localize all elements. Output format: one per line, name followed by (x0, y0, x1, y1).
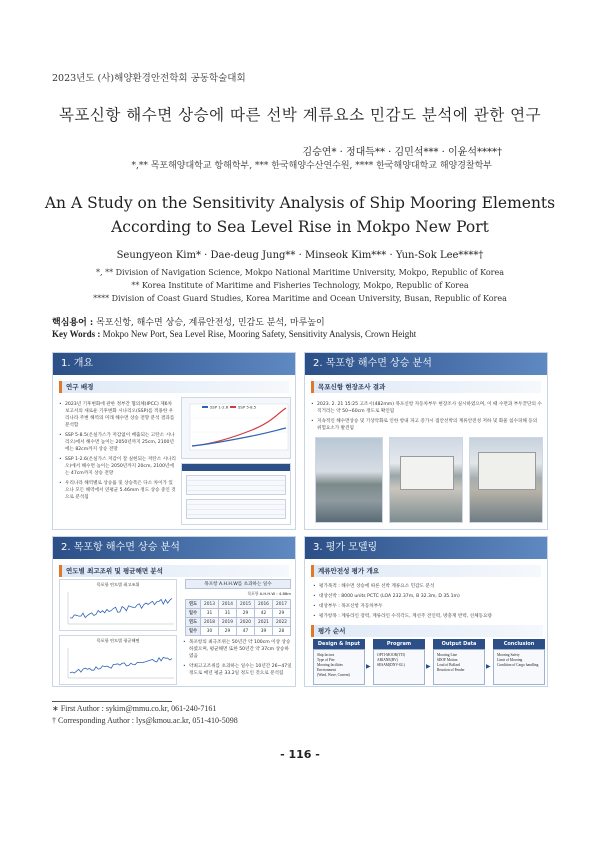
table-cell: 47 (236, 627, 254, 636)
list-item: • 대상선박 : 8000 units PCTC (LOA 232.37m, B 32.3m, D 35.1m) (313, 593, 543, 600)
table-row (186, 618, 291, 627)
page-number: - 116 - (280, 748, 320, 761)
table-header-bar (182, 464, 290, 471)
ahhw-table-note: 목포항 A.H.H.W : 4.86m (247, 591, 291, 596)
list-item: (Wind, Wave, Current) (317, 673, 350, 677)
projection-chart-svg (182, 398, 292, 460)
list-item: SESAM(DNV-GL) (377, 663, 405, 667)
keywords-korean-text: 목포신항, 해수면 상승, 계류안전성, 민감도 분석, 마루높이 (96, 318, 325, 328)
table-cell: 2019 (219, 618, 237, 627)
affiliation-english-1: *, ** Division of Navigation Science, Mokpo National Maritime University, Mokpo, Republic of Korea (96, 268, 504, 277)
list-item: Mooring Safety (497, 653, 520, 657)
table-grid-2 (186, 499, 286, 519)
table-row (186, 609, 291, 618)
table-grid-1 (186, 475, 286, 495)
affiliation-english-3: **** Division of Coast Guard Studies, Korea Maritime and Ocean University, Busan, Republic of Korea (93, 294, 507, 303)
max-tide-chart-title: 목포항 연도별 최고조위 (96, 582, 140, 587)
panel-subtitle: 연도별 최고조위 및 평균해면 분석 (59, 565, 289, 577)
list-item: Reaction of Fender (437, 668, 465, 672)
table-cell: 2013 (201, 600, 219, 609)
affiliation-english (0, 266, 600, 305)
table-cell: 연도 (186, 618, 201, 627)
table-cell: 연도 (186, 600, 201, 609)
footnote-first-author: ∗ First Author : sykim@mmu.co.kr, 061-240-7161 (52, 704, 217, 713)
table-cell: 2015 (236, 600, 254, 609)
ahhw-days-table (185, 599, 291, 636)
panel-title: 1. 개요 (53, 353, 295, 375)
keywords-english-text: Mokpo New Port, Sea Level Rise, Mooring Safety, Sensitivity Analysis, Crown Height (102, 329, 417, 339)
legend-label-ssp585: SSP 5-8.5 (238, 404, 257, 410)
table-cell: 29 (236, 609, 254, 618)
flow-arrow-icon: ▶ (366, 663, 371, 670)
ship-hull-shape (400, 456, 454, 490)
flow-column-program (373, 649, 425, 685)
max-tide-chart (59, 579, 177, 631)
table-cell: 2020 (236, 618, 254, 627)
flow-head-program: Program (373, 639, 425, 650)
table-cell: 29 (272, 609, 290, 618)
list-item: Mooring Line (437, 653, 458, 657)
table-cell: 31 (201, 609, 219, 618)
authors-korean: 김승연* · 정대득** · 김민석*** · 이윤석****† (302, 147, 502, 158)
table-cell: 2016 (254, 600, 272, 609)
flow-column-conclusion (493, 649, 545, 685)
affiliation-korean: *,** 목포해양대학교 항해학부, *** 한국해양수산연수원, **** 한국해양대학교 해양경찰학부 (131, 161, 492, 171)
legend-label-ssp126: SSP 1-2.6 (210, 404, 229, 410)
legend-swatch-ssp585 (230, 406, 236, 408)
title-english (0, 191, 600, 239)
list-item: Limit of Mooring (497, 658, 523, 662)
panel-subtitle: 계류안전성 평가 개요 (311, 565, 541, 577)
overview-bullets (59, 401, 177, 504)
list-item: • 지속적인 해수면상승 및 기상악화로 인한 항내 파고 증가시 접안선박의 계류안전성 저하 및 화물 침수피해 등의 위험요소가 발견됨 (311, 418, 543, 432)
poster-panel-field-survey (304, 352, 548, 530)
mean-sea-level-chart (59, 635, 177, 685)
flow-arrow-icon: ▶ (486, 663, 491, 670)
table-cell: 30 (201, 627, 219, 636)
projection-table-image (181, 463, 291, 525)
keywords-korean (52, 315, 325, 328)
flow-head-output: Output Data (433, 639, 485, 650)
field-photo-pier (469, 437, 543, 523)
table-cell: 28 (272, 627, 290, 636)
list-item: ARIANE(BV) (377, 658, 398, 662)
modeling-bullets (313, 583, 543, 623)
flow-column-design (313, 649, 365, 685)
table-cell: 일수 (186, 609, 201, 618)
keywords-korean-label: 핵심용어 : (52, 318, 94, 328)
panel-subtitle-procedure: 평가 순서 (311, 625, 543, 637)
footnote-divider (52, 701, 172, 702)
ship-hull-shape (478, 452, 536, 490)
list-item: • SSP 1-2.6(온실가스 저감이 잘 실현되는 저탄소 시나리오)에서 해수면 높이는 2050년까지 20cm, 2100년에는 47cm까지 상승 전망 (59, 456, 177, 477)
poster-panel-overview (52, 352, 296, 530)
title-korean: 목포신항 해수면 상승에 따른 선박 계류요소 민감도 분석에 관한 연구 (58, 106, 542, 124)
field-photo-car-carrier (389, 437, 463, 523)
table-cell: 29 (219, 627, 237, 636)
poster-panel-modeling (304, 536, 548, 687)
analysis-bullets (183, 639, 293, 680)
table-cell: 31 (219, 609, 237, 618)
list-item: Type of Pier (317, 658, 335, 662)
max-tide-chart-svg (60, 588, 178, 632)
list-item: Condition of Cargo handling (497, 663, 539, 667)
flow-head-design: Design & Input (313, 639, 365, 650)
list-item: • 평가항목 : 계류라인 장력, 계류라인 수직각도, 계선주 견인력, 방충재 반력, 선체동요량 (313, 613, 543, 620)
ahhw-table-title: 목포항 A.H.H.W를 초과하는 일수 (185, 579, 291, 589)
table-cell: 39 (254, 627, 272, 636)
table-cell: 2021 (254, 618, 272, 627)
list-item: • 2023. 2. 21 15:25 고조시(482mm) 목포신항 자동차부두 현장조사 실시하였으며, 이 때 수면과 부두끝단의 수직거리는 약 50~60cm 정도로 확인됨 (311, 401, 543, 415)
list-item: • 약최고고조위를 초과하는 일수는 10년간 26~47일 정도로 매년 평균 33.2일 정도인 것으로 분석됨 (183, 663, 293, 677)
table-row (186, 600, 291, 609)
panel-subtitle: 연구 배경 (59, 381, 289, 393)
table-cell: 일수 (186, 627, 201, 636)
list-item: • 대상부두 : 목포신항 자동차부두 (313, 603, 543, 610)
poster-panel-sea-level-analysis (52, 536, 296, 687)
list-item: OPTI-MOOR(TTI) (377, 653, 405, 657)
list-item: • SSP 5-8.5(온실가스가 저감없이 배출되는 고탄소 시나리오)에서 해수면 높이는 2050년까지 25cm, 2100년에는 82cm까지 상승 전망 (59, 432, 177, 453)
title-english-line-2: According to Sea Level Rise in Mokpo New Port (111, 218, 489, 236)
table-cell: 2022 (272, 618, 290, 627)
keywords-english (52, 329, 416, 339)
list-item: • 평가목적 : 해수면 상승에 따른 선박 계류요소 민감도 분석 (313, 583, 543, 590)
sea-level-projection-chart (181, 397, 291, 459)
legend-swatch-ssp126 (202, 406, 208, 408)
list-item: Ship factors (317, 653, 335, 657)
panel-title: 2. 목포항 해수면 상승 분석 (305, 353, 547, 375)
list-item: • 목포항의 최극조위는 50년간 약 100cm 이상 상승하였으며, 평균해면 또한 50년간 약 37cm 상승하였음 (183, 639, 293, 660)
table-cell: 2017 (272, 600, 290, 609)
table-cell: 42 (254, 609, 272, 618)
footnote-corresponding-author: † Corresponding Author : lys@kmou.ac.kr, 051-410-5098 (52, 716, 238, 725)
table-cell: 2018 (201, 618, 219, 627)
field-photo-quay (315, 437, 383, 523)
list-item: Mooring facilities (317, 663, 343, 667)
authors-english: Seungyeon Kim* · Dae-deug Jung** · Minseok Kim*** · Yun-Sok Lee****† (116, 250, 484, 261)
flow-arrow-icon: ▶ (426, 663, 431, 670)
table-cell: 2014 (219, 600, 237, 609)
table-row (186, 627, 291, 636)
mean-sea-level-series (70, 657, 172, 673)
mean-sea-level-chart-svg (60, 644, 178, 686)
panel-title: 3. 평가 모델링 (305, 537, 547, 559)
affiliation-english-2: ** Korea Institute of Maritime and Fisheries Technology, Mokpo, Republic of Korea (131, 281, 469, 290)
list-item: 6DOF Motion (437, 658, 458, 662)
mean-sea-level-chart-title: 목포항 연도별 평균해면 (96, 638, 140, 643)
keywords-english-label: Key Words : (52, 329, 101, 339)
conference-header: 2023년도 (사)해양환경안전학회 공동학술대회 (52, 73, 246, 84)
panel-subtitle: 목포신항 현장조사 결과 (311, 381, 541, 393)
title-english-line-1: An A Study on the Sensitivity Analysis of Ship Mooring Elements (44, 194, 556, 212)
flow-column-output (433, 649, 485, 685)
list-item: Load of Bollard (437, 663, 460, 667)
list-item: • 2023년 기후변화에 관한 정부간 협의체(IPCC) 제6차 보고서의 새로운 기후변화 시나리오(SSP)를 적용한 우리나라 주변 해역의 미래 해수면 상승 전망 분석 결과를 분석함 (59, 401, 177, 429)
list-item: Environment (317, 668, 336, 672)
max-tide-series (70, 598, 172, 618)
survey-bullets (311, 401, 543, 435)
flow-head-conclusion: Conclusion (493, 639, 545, 650)
panel-title: 2. 목포항 해수면 상승 분석 (53, 537, 295, 559)
list-item: • 우리나라 해역별로 상승률 및 상승폭은 다소 차이가 있으나 모든 해역에서 연평균 5.46mm 정도 상승 중인 것으로 분석됨 (59, 480, 177, 501)
